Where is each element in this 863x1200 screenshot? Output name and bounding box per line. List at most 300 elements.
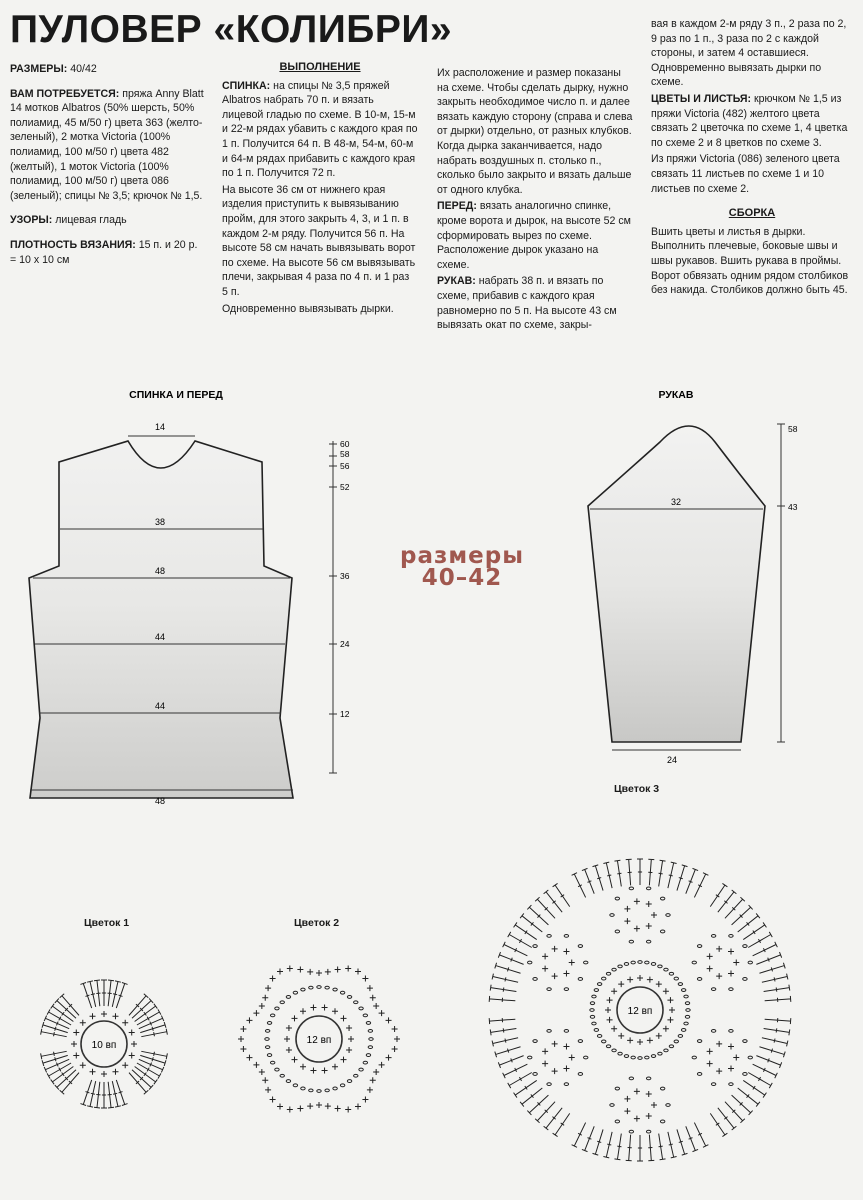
single-crochet-symbol [291,1015,297,1021]
single-crochet-symbol [646,1091,652,1097]
chain-stitch-symbol [618,1052,622,1055]
chain-stitch-symbol [646,1130,650,1133]
chain-stitch-symbol [646,940,650,943]
single-crochet-symbol [716,973,722,979]
double-crochet-symbol [637,1135,643,1161]
single-crochet-symbol [259,1003,265,1009]
chain-stitch-symbol [645,961,649,964]
single-crochet-symbol [618,1033,624,1039]
chain-stitch-symbol [692,961,696,964]
chain-stitch-symbol [325,1089,329,1092]
double-crochet-symbol [694,873,708,898]
double-crochet-symbol [112,1081,121,1107]
single-crochet-symbol [367,985,373,991]
double-crochet-symbol [677,865,688,891]
chain-stitch-symbol [533,978,537,981]
single-crochet-symbol [656,981,662,987]
width-44b: 44 [154,701,166,711]
single-crochet-symbol [563,949,569,955]
single-crochet-symbol [728,1065,734,1071]
sleeve-height-58: 58 [788,424,798,434]
single-crochet-symbol [663,988,669,994]
chain-stitch-symbol [748,1056,752,1059]
double-crochet-symbol [489,1018,515,1024]
double-crochet-symbol [498,1056,523,1068]
double-crochet-symbol [490,985,516,992]
chain-stitch-symbol [533,1073,537,1076]
flower3-chart [617,987,663,1033]
chain-stitch-symbol [697,1073,701,1076]
double-crochet-symbol [626,1135,632,1161]
chain-stitch-symbol [645,1056,649,1059]
single-crochet-symbol [563,970,569,976]
single-crochet-symbol [332,1064,338,1070]
single-crochet-symbol [728,1044,734,1050]
chain-stitch-symbol [359,1007,363,1010]
flowers-text: крючком № 1,5 из пряжи Victoria (482) желтого цвета связать 2 цветочка по схеме 1, 4 цветка по схеме 2 и 8 цветков по схеме 3. [651,92,848,149]
single-crochet-symbol [569,1055,575,1061]
double-crochet-symbol [112,981,121,1007]
front-label: ПЕРЕД: [437,200,477,213]
single-crochet-symbol [627,977,633,983]
single-crochet-symbol [569,960,575,966]
single-crochet-symbol [346,1025,352,1031]
single-crochet-symbol [733,1055,739,1061]
chain-stitch-symbol [347,1080,351,1083]
chain-stitch-symbol [286,1080,290,1083]
single-crochet-symbol [341,1057,347,1063]
single-crochet-symbol [129,1030,135,1036]
double-crochet-symbol [759,963,785,974]
chain-stitch-symbol [564,934,568,937]
double-crochet-symbol [677,1129,688,1155]
patterns-value: лицевая гладь [52,214,127,227]
chain-stitch-symbol [666,914,670,917]
chain-stitch-symbol [612,968,616,971]
double-crochet-symbol [648,859,654,885]
chain-stitch-symbol [265,1029,269,1032]
chain-stitch-symbol [638,961,642,964]
chain-stitch-symbol [267,1054,271,1057]
single-crochet-symbol [73,1052,79,1058]
single-crochet-symbol [542,1048,548,1054]
single-crochet-symbol [71,1041,77,1047]
chain-stitch-symbol [686,1009,690,1012]
single-crochet-symbol [270,976,276,982]
chain-stitch-symbol [267,1022,271,1025]
single-crochet-symbol [112,1013,118,1019]
height-12: 12 [340,709,350,719]
sleeve-text: набрать 38 п. и вязать по схеме, прибавив с каждого края равномерно по 5 п. На высоте 43 см вывязать окат по схеме, закры- [437,275,617,332]
chain-stitch-symbol [547,988,551,991]
single-crochet-symbol [316,970,322,976]
chain-stitch-symbol [664,968,668,971]
chain-stitch-symbol [681,989,685,992]
chain-stitch-symbol [578,978,582,981]
chain-stitch-symbol [615,1087,619,1090]
chain-stitch-symbol [674,977,678,980]
chain-stitch-symbol [658,965,662,968]
double-crochet-symbol [503,942,528,956]
chain-stitch-symbol [547,1029,551,1032]
flower1-center-label: 10 вп [91,1040,117,1051]
sleeve-height-43: 43 [788,502,798,512]
single-crochet-symbol [634,1088,640,1094]
double-crochet-symbol [626,859,632,885]
assembly-text: Вшить цветы и листья в дырки. Выполнить плечевые, боковые швы и швы рукавов. Вшить рукава в проймы. Ворот обвязать одним рядом столбиков без накида. Столбиков должно быть 45. [651,225,849,297]
chain-stitch-symbol [564,1083,568,1086]
chain-stitch-symbol [629,1077,633,1080]
chain-stitch-symbol [547,1083,551,1086]
single-crochet-symbol [373,1003,379,1009]
flower2-center-label: 12 вп [306,1035,332,1046]
double-crochet-symbol [42,1055,68,1066]
single-crochet-symbol [667,997,673,1003]
single-crochet-symbol [73,1030,79,1036]
single-crochet-symbol [667,1017,673,1023]
chain-stitch-symbol [743,945,747,948]
chain-stitch-symbol [602,977,606,980]
single-crochet-symbol [348,1036,354,1042]
sizes-word: размеры [399,543,524,569]
single-crochet-symbol [646,923,652,929]
chain-stitch-symbol [678,983,682,986]
double-crochet-symbol [764,985,790,992]
chain-stitch-symbol [592,995,596,998]
double-crochet-symbol [492,974,518,983]
single-crochet-symbol [563,1044,569,1050]
double-crochet-symbol [759,1047,785,1058]
chain-stitch-symbol [547,934,551,937]
chain-stitch-symbol [606,1045,610,1048]
single-crochet-symbol [80,1062,86,1068]
double-crochet-symbol [593,865,604,891]
height-36: 36 [340,571,350,581]
double-crochet-symbol [490,1028,516,1035]
double-crochet-symbol [603,862,612,888]
chain-stitch-symbol [317,986,321,989]
single-crochet-symbol [728,949,734,955]
single-crochet-symbol [367,1087,373,1093]
double-crochet-symbol [489,996,515,1002]
chain-stitch-symbol [624,963,628,966]
single-crochet-symbol [297,966,303,972]
single-crochet-symbol [634,898,640,904]
flower3-title: Цветок 3 [614,783,660,795]
single-crochet-symbol [552,1068,558,1074]
chain-stitch-symbol [286,996,290,999]
single-crochet-symbol [101,1071,107,1077]
chain-stitch-symbol [743,978,747,981]
sleeve-diagram-title: РУКАВ [658,389,694,401]
chain-stitch-symbol [729,1029,733,1032]
double-crochet-symbol [614,860,621,886]
chain-stitch-symbol [615,930,619,933]
single-crochet-symbol [246,1055,252,1061]
leaves-instructions: Из пряжи Victoria (086) зеленого цвета связать 11 листьев по схеме 1 и 10 листьев по схеме 2. [651,153,840,195]
single-crochet-symbol [346,1047,352,1053]
double-crochet-symbol [756,1056,781,1068]
single-crochet-symbol [325,969,331,975]
flower2-title: Цветок 2 [294,917,340,929]
double-crochet-symbol [603,1132,612,1158]
double-crochet-symbol [582,868,594,893]
chain-stitch-symbol [624,1055,628,1058]
chain-stitch-symbol [685,1015,689,1018]
double-crochet-symbol [659,860,666,886]
single-crochet-symbol [634,926,640,932]
double-crochet-symbol [572,873,586,898]
chain-stitch-symbol [743,1040,747,1043]
chain-stitch-symbol [359,1068,363,1071]
chain-stitch-symbol [711,1029,715,1032]
chain-stitch-symbol [340,1084,344,1087]
single-crochet-symbol [552,973,558,979]
chain-stitch-symbol [629,940,633,943]
double-crochet-symbol [80,982,91,1008]
width-38: 38 [154,517,166,527]
single-crochet-symbol [663,1026,669,1032]
single-crochet-symbol [240,1026,246,1032]
single-crochet-symbol [300,1008,306,1014]
double-crochet-symbol [659,1134,666,1160]
chain-stitch-symbol [666,1104,670,1107]
chain-stitch-symbol [684,1022,688,1025]
chain-stitch-symbol [533,945,537,948]
single-crochet-symbol [707,966,713,972]
chain-stitch-symbol [265,1038,269,1041]
chain-stitch-symbol [711,1083,715,1086]
single-crochet-symbol [270,1096,276,1102]
chain-stitch-symbol [590,1002,594,1005]
chain-stitch-symbol [674,1040,678,1043]
chain-stitch-symbol [317,1090,321,1093]
double-crochet-symbol [694,1123,708,1148]
back-instructions-2: На высоте 36 см от нижнего края изделия приступить к вывязыванию пройм, для этого закрыть 4, 3, и 1 п. в каждом 2-м ряду. Получится 56 п. На высоте 58 см начать вывязывать ворот по схеме. На высоте 56 см вывязывать плечи, закрывая 4 раза по 4 п. и 1 раз 5 п. [222,183,416,298]
single-crochet-symbol [707,1048,713,1054]
single-crochet-symbol [131,1041,137,1047]
single-crochet-symbol [716,946,722,952]
chain-stitch-symbol [564,988,568,991]
single-crochet-symbol [101,1011,107,1017]
chain-stitch-symbol [578,1073,582,1076]
single-crochet-symbol [637,1039,643,1045]
chain-stitch-symbol [333,1087,337,1090]
chain-stitch-symbol [280,1074,284,1077]
chain-stitch-symbol [340,991,344,994]
single-crochet-symbol [345,966,351,972]
chain-stitch-symbol [270,1014,274,1017]
chain-stitch-symbol [669,1045,673,1048]
single-crochet-symbol [335,966,341,972]
chain-stitch-symbol [363,1014,367,1017]
single-crochet-symbol [394,1036,400,1042]
chain-stitch-symbol [366,1022,370,1025]
double-crochet-symbol [765,1018,791,1024]
chain-stitch-symbol [528,1056,532,1059]
chain-stitch-symbol [590,1009,594,1012]
single-crochet-symbol [624,1096,630,1102]
single-crochet-symbol [646,1113,652,1119]
double-crochet-symbol [614,1134,621,1160]
double-crochet-symbol [495,963,521,974]
density-value: 15 п. и 20 р. = 10 х 10 см [10,238,198,266]
single-crochet-symbol [322,1068,328,1074]
single-crochet-symbol [310,1004,316,1010]
single-crochet-symbol [129,1052,135,1058]
single-crochet-symbol [379,1010,385,1016]
chain-stitch-symbol [584,961,588,964]
width-44a: 44 [154,632,166,642]
chain-stitch-symbol [678,1035,682,1038]
chain-stitch-symbol [602,1040,606,1043]
single-crochet-symbol [707,1061,713,1067]
double-crochet-symbol [495,1047,521,1058]
chain-stitch-symbol [646,1077,650,1080]
single-crochet-symbol [646,901,652,907]
single-crochet-symbol [122,1020,128,1026]
chain-stitch-symbol [265,1046,269,1049]
double-crochet-symbol [762,974,788,983]
chain-stitch-symbol [697,978,701,981]
double-crochet-symbol [648,1135,654,1161]
single-crochet-symbol [392,1026,398,1032]
back-text: на спицы № 3,5 пряжей Albatros набрать 70 п. и вязать лицевой гладью по схеме. В 10-м, 15-м и 22-м рядах убавить с каждого края по 1 п. Получится 64 п. В 48-м, 54-м, 60-м и 64-м рядах прибавить с каждого края по 1 п. Получится 72 п. [222,79,418,180]
double-crochet-symbol [42,1022,68,1033]
single-crochet-symbol [647,1037,653,1043]
chain-stitch-symbol [363,1061,367,1064]
double-crochet-symbol [756,952,781,964]
chain-stitch-symbol [697,1040,701,1043]
neck-width: 14 [154,422,166,432]
chain-stitch-symbol [333,988,337,991]
single-crochet-symbol [291,1057,297,1063]
single-crochet-symbol [607,1017,613,1023]
double-crochet-symbol [668,1132,677,1158]
sleeve-width-24: 24 [666,755,678,765]
sleeve-continued: вая в каждом 2-м ряду 3 п., 2 раза по 2, 9 раз по 1 п., 3 раза по 2 с каждой стороны, и затем 4 оставшиеся. Одновременно вывязать дырки по схеме. [651,18,847,89]
sizes-value: 40/42 [67,63,97,75]
single-crochet-symbol [265,1087,271,1093]
single-crochet-symbol [656,1033,662,1039]
chain-stitch-symbol [631,1056,635,1059]
single-crochet-symbol [634,1116,640,1122]
chain-stitch-symbol [368,1046,372,1049]
chain-stitch-symbol [615,1120,619,1123]
chain-stitch-symbol [584,1056,588,1059]
single-crochet-symbol [392,1046,398,1052]
single-crochet-symbol [286,1025,292,1031]
double-crochet-symbol [116,1080,127,1106]
single-crochet-symbol [238,1036,244,1042]
height-60: 60 [340,439,350,449]
chain-stitch-symbol [301,988,305,991]
chain-stitch-symbol [533,1040,537,1043]
chain-stitch-symbol [366,1054,370,1057]
chain-stitch-symbol [660,1087,664,1090]
double-crochet-symbol [668,862,677,888]
chain-stitch-symbol [578,945,582,948]
double-crochet-symbol [492,1038,518,1047]
chain-stitch-symbol [660,1120,664,1123]
patterns-label: УЗОРЫ: [10,214,53,227]
double-crochet-symbol [503,1064,528,1078]
double-crochet-symbol [41,1029,67,1037]
double-crochet-symbol [101,980,107,1006]
double-crochet-symbol [87,1081,96,1107]
double-crochet-symbol [686,868,698,893]
chain-stitch-symbol [629,1130,633,1133]
chain-stitch-symbol [692,1056,696,1059]
chain-stitch-symbol [646,887,650,890]
chain-stitch-symbol [597,983,601,986]
double-crochet-symbol [593,1129,604,1155]
double-crochet-symbol [753,942,778,956]
chain-stitch-symbol [610,914,614,917]
single-crochet-symbol [287,1106,293,1112]
chain-stitch-symbol [729,988,733,991]
bottom-width: 48 [154,796,166,806]
single-crochet-symbol [386,1055,392,1061]
single-crochet-symbol [307,1103,313,1109]
single-crochet-symbol [122,1062,128,1068]
single-crochet-symbol [240,1046,246,1052]
chain-stitch-symbol [270,1061,274,1064]
single-crochet-symbol [627,1037,633,1043]
single-crochet-symbol [335,1106,341,1112]
double-crochet-symbol [582,1126,594,1151]
single-crochet-symbol [362,1096,368,1102]
chain-stitch-symbol [697,945,701,948]
height-24: 24 [340,639,350,649]
single-crochet-symbol [265,985,271,991]
sizes-range: 40–42 [421,565,503,591]
double-crochet-symbol [141,1029,167,1037]
chain-stitch-symbol [729,934,733,937]
chain-stitch-symbol [606,972,610,975]
holes-text: Их расположение и размер показаны на схеме. Чтобы сделать дырку, нужно закрыть необходимое число п. и далее вязать каждую сторону (справа и слева от дырки) отдельно, от разных клубков. Когда дырка заканчивается, надо набрать воздушных п. столько п., сколько было закрыто и вязать дальше от одного клубка. [437,67,633,196]
single-crochet-symbol [370,1077,376,1083]
single-crochet-symbol [262,1077,268,1083]
assembly-heading: СБОРКА [728,207,776,220]
double-crochet-symbol [637,859,643,885]
chain-stitch-symbol [711,988,715,991]
single-crochet-symbol [355,1104,361,1110]
single-crochet-symbol [611,1026,617,1032]
chain-stitch-symbol [681,1029,685,1032]
double-crochet-symbol [764,1028,790,1035]
sleeve-label: РУКАВ: [437,275,476,288]
single-crochet-symbol [277,1104,283,1110]
single-crochet-symbol [618,981,624,987]
double-crochet-symbol [101,1082,107,1108]
chain-stitch-symbol [684,995,688,998]
chain-stitch-symbol [743,1073,747,1076]
chain-stitch-symbol [669,972,673,975]
chain-stitch-symbol [528,961,532,964]
double-crochet-symbol [753,1064,778,1078]
back-label: СПИНКА: [222,79,271,92]
chain-stitch-symbol [660,930,664,933]
single-crochet-symbol [284,1036,290,1042]
chain-stitch-symbol [280,1001,284,1004]
double-crochet-symbol [140,1055,166,1066]
chain-stitch-symbol [369,1038,373,1041]
flowers-label: ЦВЕТЫ И ЛИСТЬЯ: [651,92,752,105]
single-crochet-symbol [542,953,548,959]
double-crochet-symbol [116,982,127,1008]
chain-stitch-symbol [594,989,598,992]
